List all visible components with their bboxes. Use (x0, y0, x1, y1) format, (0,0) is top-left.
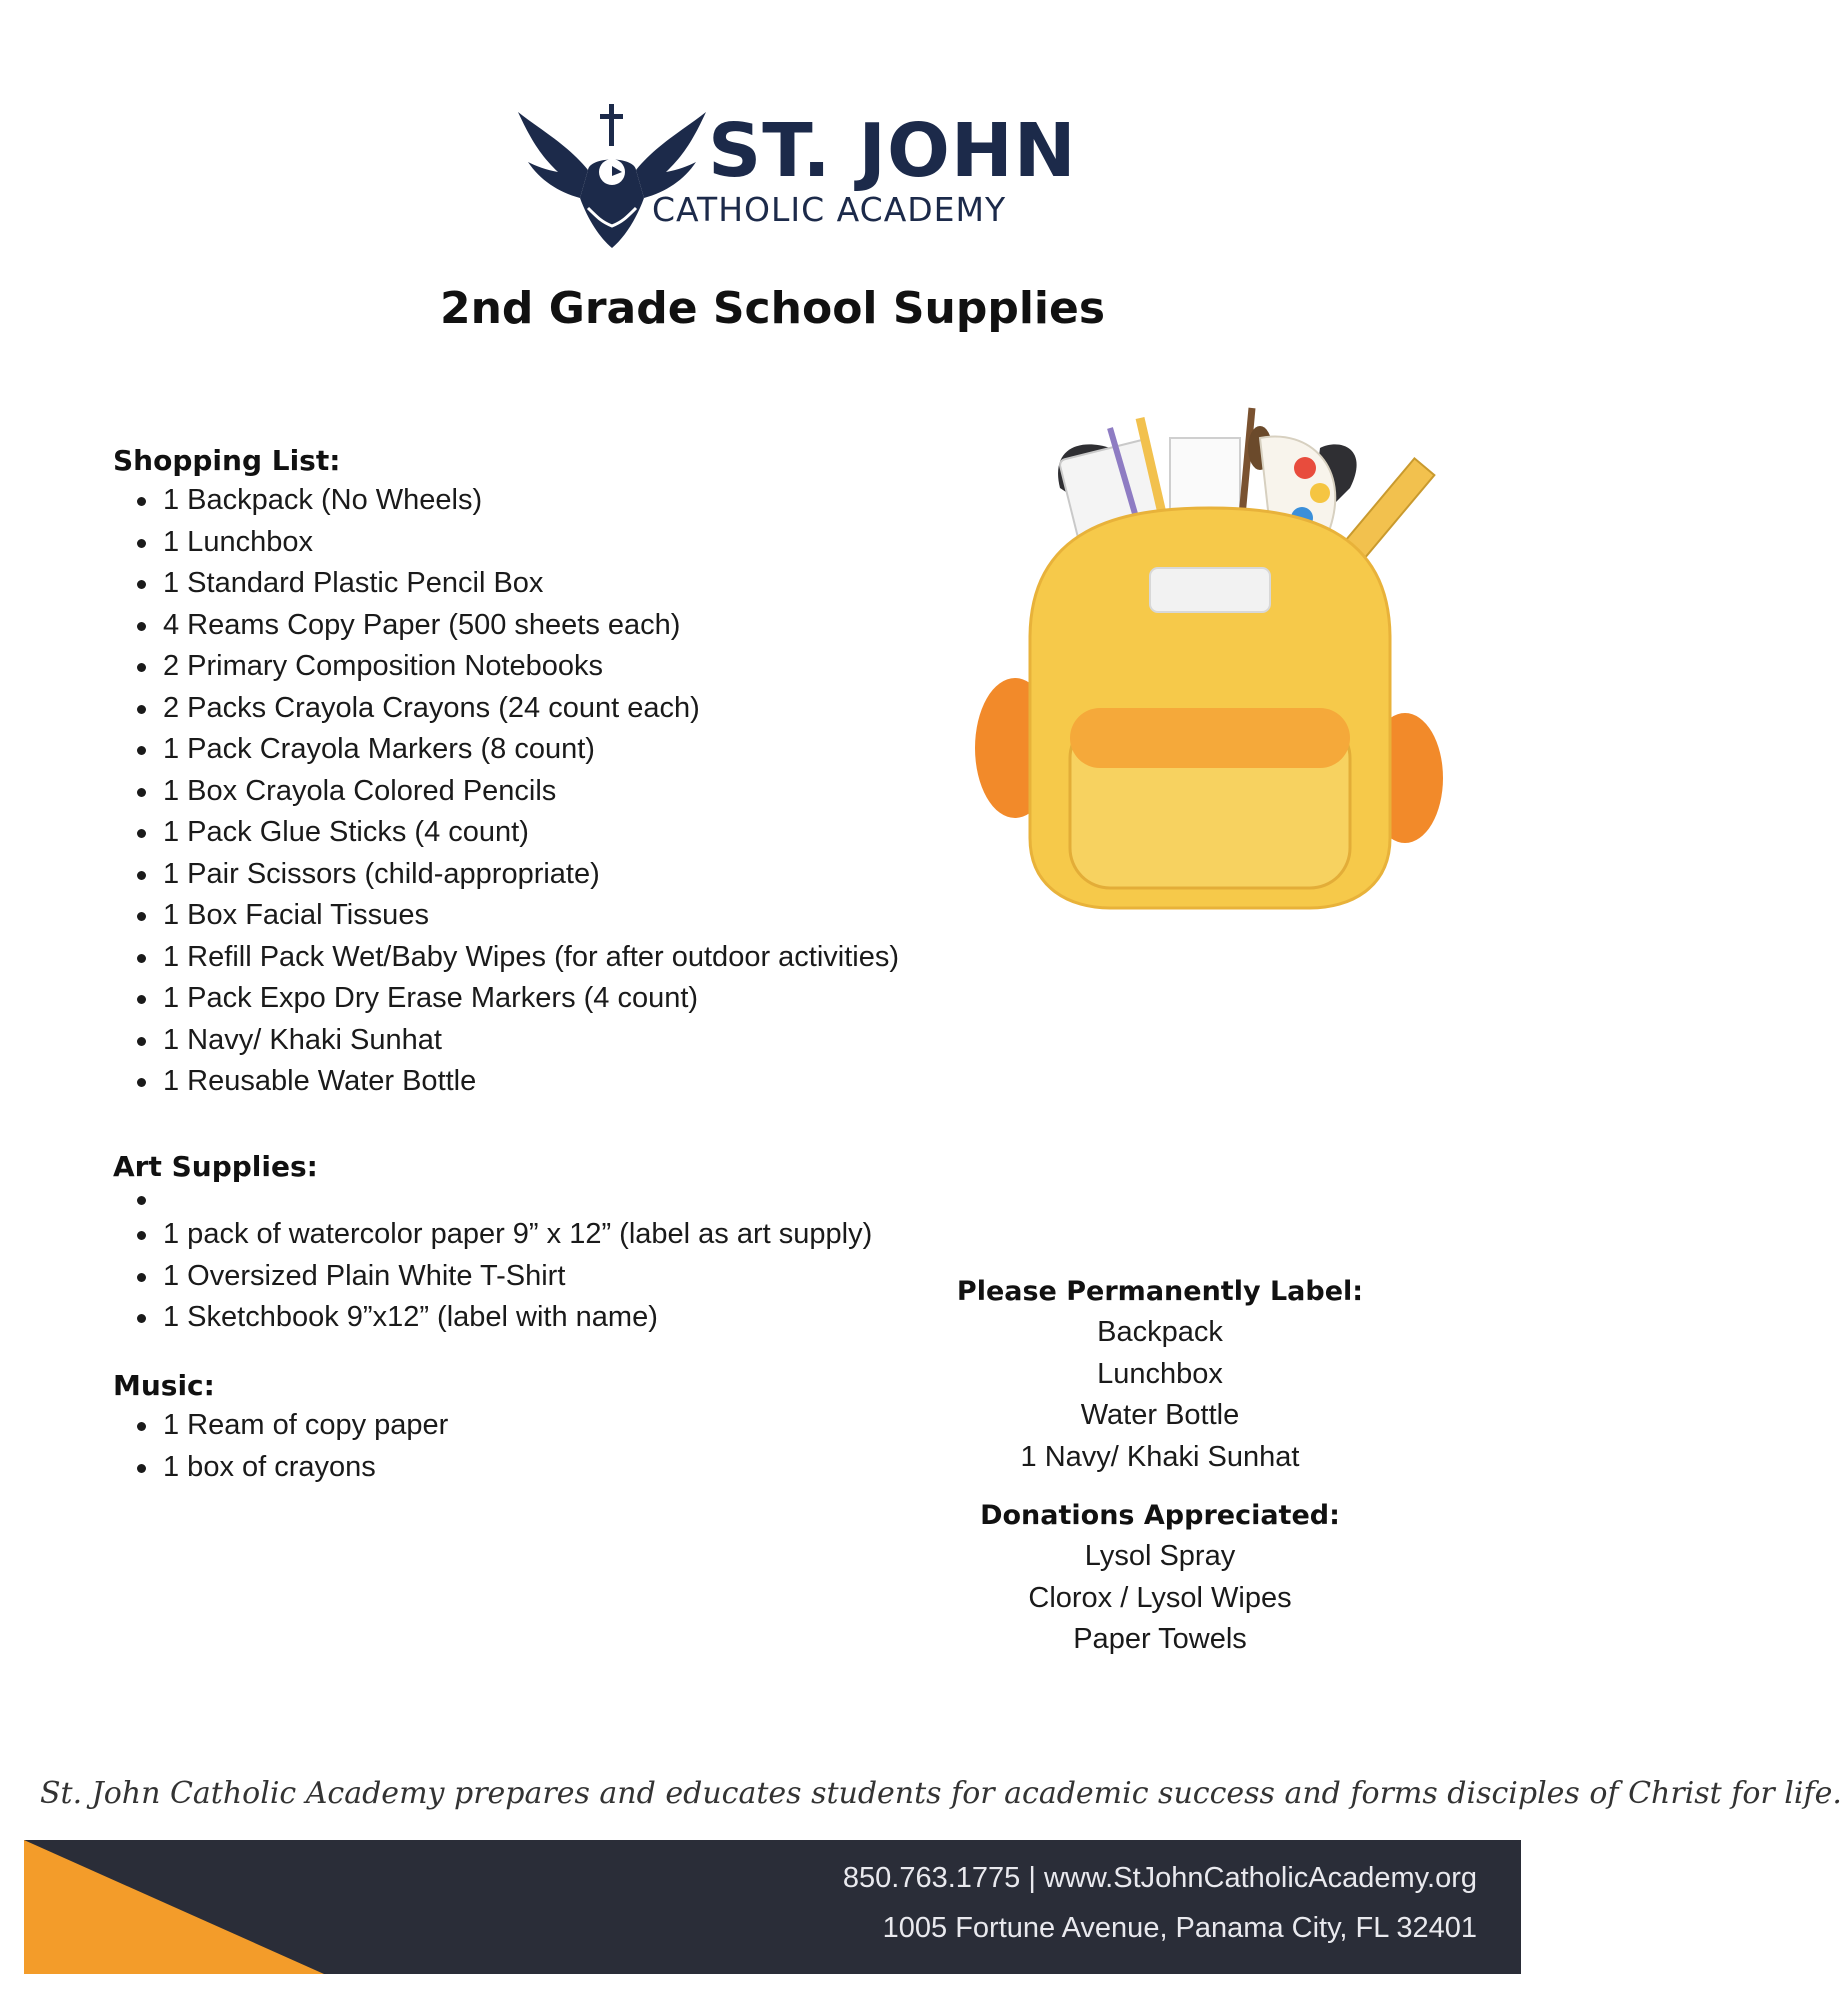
list-item: 1 Standard Plastic Pencil Box (113, 563, 899, 605)
label-item: Water Bottle (1080, 1399, 1240, 1431)
list-item: 1 Refill Pack Wet/Baby Wipes (for after outdoor activities) (113, 937, 899, 979)
footer-contact: 850.763.1775 | www.StJohnCatholicAcademy.org (842, 1862, 1477, 1894)
footer-address: 1005 Fortune Avenue, Panama City, FL 32401 (882, 1912, 1477, 1944)
shopping-list-heading: Shopping List: (113, 444, 341, 477)
label-heading: Please Permanently Label: (956, 1276, 1364, 1307)
music-section (113, 1367, 448, 1488)
art-supplies-heading: Art Supplies: (113, 1150, 318, 1183)
list-item: 1 Lunchbox (113, 522, 899, 564)
list-item: 2 Packs Crayola Crayons (24 count each) (113, 688, 899, 730)
list-item: 1 Box Crayola Colored Pencils (113, 771, 899, 813)
label-and-donations-box (940, 1272, 1380, 1661)
list-item: 4 Reams Copy Paper (500 sheets each) (113, 605, 899, 647)
page-title: 2nd Grade School Supplies (439, 283, 1106, 334)
label-item: 1 Navy/ Khaki Sunhat (1020, 1440, 1300, 1473)
backpack-illustration (970, 408, 1450, 918)
list-item: 1 Sketchbook 9”x12” (label with name) (113, 1297, 872, 1339)
list-item (113, 1186, 872, 1214)
label-item: Backpack (1097, 1316, 1223, 1348)
orange-accent-shape (24, 1840, 344, 1974)
donations-heading: Donations Appreciated: (980, 1500, 1340, 1531)
list-item: 1 Pack Glue Sticks (4 count) (113, 812, 899, 854)
music-list (113, 1405, 448, 1488)
list-item: 2 Primary Composition Notebooks (113, 646, 899, 688)
logo-title: ST. JOHN (708, 108, 1077, 194)
list-item: 1 Navy/ Khaki Sunhat (113, 1020, 899, 1062)
school-logo (518, 100, 1077, 250)
donation-item: Paper Towels (1073, 1623, 1247, 1655)
list-item: 1 Ream of copy paper (113, 1405, 448, 1447)
list-item: 1 box of crayons (113, 1447, 448, 1489)
list-item: 1 Pack Expo Dry Erase Markers (4 count) (113, 978, 899, 1020)
donation-item: Clorox / Lysol Wipes (1028, 1581, 1292, 1614)
label-item: Lunchbox (1097, 1357, 1223, 1390)
list-item: 1 Pack Crayola Markers (8 count) (113, 729, 899, 771)
list-item: 1 Box Facial Tissues (113, 895, 899, 937)
art-supplies-section (113, 1148, 872, 1339)
list-item: 1 Oversized Plain White T-Shirt (113, 1256, 872, 1298)
list-item: 1 Pair Scissors (child-appropriate) (113, 854, 899, 896)
shopping-list-section (113, 442, 899, 1103)
shopping-list (113, 480, 899, 1103)
art-supplies-list (113, 1186, 872, 1339)
list-item: 1 pack of watercolor paper 9” x 12” (label as art supply) (113, 1214, 872, 1256)
donation-item: Lysol Spray (1084, 1540, 1236, 1572)
mission-tagline: St. John Catholic Academy prepares and educates students for academic success and forms disciples of Christ for life. (40, 1776, 1842, 1811)
music-heading: Music: (113, 1369, 215, 1402)
footer-bar (24, 1840, 1521, 1974)
logo-subtitle: CATHOLIC ACADEMY (652, 190, 1007, 229)
list-item: 1 Backpack (No Wheels) (113, 480, 899, 522)
list-item: 1 Reusable Water Bottle (113, 1061, 899, 1103)
